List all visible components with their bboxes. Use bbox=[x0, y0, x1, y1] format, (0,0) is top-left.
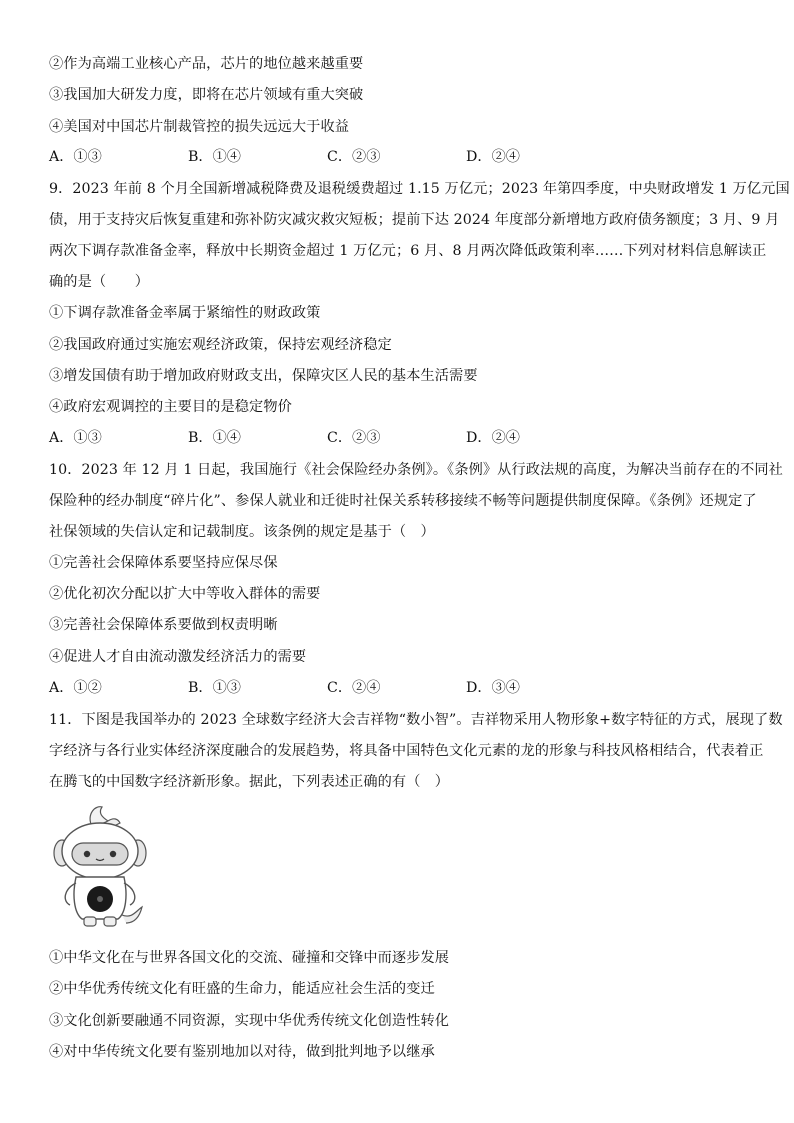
q9-option-b[interactable]: B．①④ bbox=[188, 430, 241, 446]
q11-statement-2: ②中华优秀传统文化有旺盛的生命力，能适应社会生活的变迁 bbox=[49, 981, 435, 997]
q10-option-d[interactable]: D．③④ bbox=[466, 680, 520, 696]
q8-option-c[interactable]: C．②③ bbox=[327, 149, 381, 165]
q10-stem-line-3: 社保领域的失信认定和记载制度。该条例的规定是基于（ ） bbox=[49, 524, 435, 540]
q11-statement-1: ①中华文化在与世界各国文化的交流、碰撞和交锋中而逐步发展 bbox=[49, 950, 450, 966]
q9-option-a[interactable]: A．①③ bbox=[49, 430, 102, 446]
q9-stem-line-2: 债，用于支持灾后恢复重建和弥补防灾减灾救灾短板；提前下达 2024 年度部分新增地方政府债务额度；3 月、9 月 bbox=[49, 212, 780, 228]
mascot-illustration bbox=[52, 803, 148, 931]
q10-option-b[interactable]: B．①③ bbox=[188, 680, 241, 696]
q8-statement-3: ③我国加大研发力度，即将在芯片领域有重大突破 bbox=[49, 87, 364, 103]
q9-stem-line-3: 两次下调存款准备金率，释放中长期资金超过 1 万亿元；6 月、8 月两次降低政策利率……下列对材料信息解读正 bbox=[49, 243, 767, 259]
q9-statement-1: ①下调存款准备金率属于紧缩性的财政政策 bbox=[49, 305, 321, 321]
q11-stem-line-2: 字经济与各行业实体经济深度融合的发展趋势，将具备中国特色文化元素的龙的形象与科技风格相结合，代表着正 bbox=[49, 743, 764, 759]
q10-statement-4: ④促进人才自由流动激发经济活力的需要 bbox=[49, 649, 307, 665]
q9-statement-3: ③增发国债有助于增加政府财政支出，保障灾区人民的基本生活需要 bbox=[49, 368, 478, 384]
q8-option-a[interactable]: A．①③ bbox=[49, 149, 102, 165]
q11-statement-4: ④对中华传统文化要有鉴别地加以对待，做到批判地予以继承 bbox=[49, 1044, 435, 1060]
q8-statement-2: ②作为高端工业核心产品，芯片的地位越来越重要 bbox=[49, 56, 364, 72]
q11-stem-line-3: 在腾飞的中国数字经济新形象。据此，下列表述正确的有（ ） bbox=[49, 774, 450, 790]
q10-option-a[interactable]: A．①② bbox=[49, 680, 102, 696]
q10-statement-2: ②优化初次分配以扩大中等收入群体的需要 bbox=[49, 586, 321, 602]
q10-stem-line-2: 保险种的经办制度“碎片化”、参保人就业和迁徙时社保关系转移接续不畅等问题提供制度保障。《条例》还规定了 bbox=[49, 493, 757, 509]
q9-option-d[interactable]: D．②④ bbox=[466, 430, 520, 446]
q8-option-b[interactable]: B．①④ bbox=[188, 149, 241, 165]
q9-options bbox=[49, 428, 649, 448]
q9-statement-2: ②我国政府通过实施宏观经济政策，保持宏观经济稳定 bbox=[49, 337, 392, 353]
q10-stem-line-1: 10．2023 年 12 月 1 日起，我国施行《社会保险经办条例》。《条例》从行政法规的高度，为解决当前存在的不同社 bbox=[49, 462, 783, 478]
q10-statement-1: ①完善社会保障体系要坚持应保尽保 bbox=[49, 555, 278, 571]
q8-options bbox=[49, 147, 649, 167]
q9-option-c[interactable]: C．②③ bbox=[327, 430, 381, 446]
q11-stem-line-1: 11．下图是我国举办的 2023 全球数字经济大会吉祥物“数小智”。吉祥物采用人物形象+数字特征的方式，展现了数 bbox=[49, 712, 783, 728]
q11-statement-3: ③文化创新要融通不同资源，实现中华优秀传统文化创造性转化 bbox=[49, 1013, 450, 1029]
q10-statement-3: ③完善社会保障体系要做到权责明晰 bbox=[49, 617, 278, 633]
q9-stem-line-4: 确的是（ ） bbox=[49, 274, 150, 290]
q10-option-c[interactable]: C．②④ bbox=[327, 680, 381, 696]
q8-statement-4: ④美国对中国芯片制裁管控的损失远远大于收益 bbox=[49, 119, 350, 135]
q8-option-d[interactable]: D．②④ bbox=[466, 149, 520, 165]
q9-statement-4: ④政府宏观调控的主要目的是稳定物价 bbox=[49, 399, 292, 415]
q9-stem-line-1: 9．2023 年前 8 个月全国新增减税降费及退税缓费超过 1.15 万亿元；2023 年第四季度，中央财政增发 1 万亿元国 bbox=[49, 181, 790, 197]
q10-options bbox=[49, 678, 649, 698]
